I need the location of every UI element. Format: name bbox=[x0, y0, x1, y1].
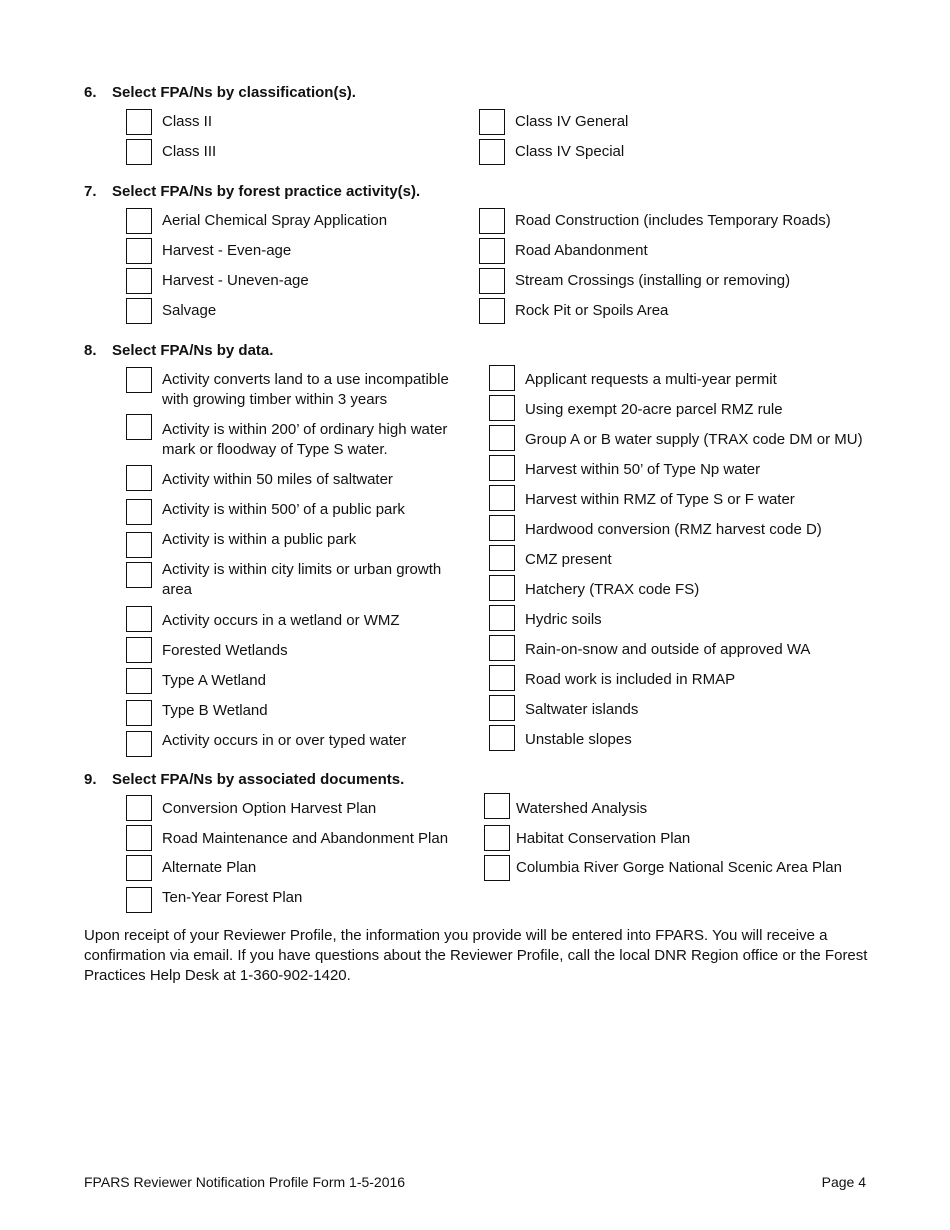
checkbox-rmap[interactable] bbox=[126, 825, 152, 851]
option-label: Road Maintenance and Abandonment Plan bbox=[162, 830, 449, 847]
checkbox-within-50-miles-saltwater[interactable] bbox=[126, 465, 152, 491]
checkbox-harvest-even-age[interactable] bbox=[126, 238, 152, 264]
checkbox-wetland-wmz[interactable] bbox=[126, 606, 152, 632]
checkbox-within-500-public-park[interactable] bbox=[126, 499, 152, 525]
checkbox-within-public-park[interactable] bbox=[126, 532, 152, 558]
option-label: Harvest within RMZ of Type S or F water bbox=[525, 491, 795, 508]
option-label: Forested Wetlands bbox=[162, 642, 288, 659]
option-label: Harvest within 50’ of Type Np water bbox=[525, 461, 761, 478]
closing-paragraph: Upon receipt of your Reviewer Profile, the information you provide will be entered into FPARS. You will receive a confirmation via email. If you have questions about the Reviewer Profile, call the local DNR Region office or the Forest Practices Help Desk at 1-360-902-1420. bbox=[84, 927, 868, 984]
option-label: Activity is within 500’ of a public park bbox=[162, 501, 405, 518]
checkbox-harvest-50-np[interactable] bbox=[489, 455, 515, 481]
checkbox-type-a-wetland[interactable] bbox=[126, 668, 152, 694]
option-label: Road work is included in RMAP bbox=[525, 671, 736, 688]
option-label: Using exempt 20-acre parcel RMZ rule bbox=[525, 401, 783, 418]
checkbox-class-iv-general[interactable] bbox=[479, 109, 505, 135]
option-label: Habitat Conservation Plan bbox=[516, 830, 691, 847]
option-label: Harvest - Uneven-age bbox=[162, 272, 309, 289]
checkbox-habitat-conservation-plan[interactable] bbox=[484, 825, 510, 851]
option-label: Rock Pit or Spoils Area bbox=[515, 302, 669, 319]
option-label: Watershed Analysis bbox=[516, 800, 648, 817]
option-label: Salvage bbox=[162, 302, 217, 319]
option-label: Road Construction (includes Temporary Roads) bbox=[515, 212, 831, 229]
option-label: Columbia River Gorge National Scenic Area Plan bbox=[516, 859, 842, 876]
checkbox-cmz-present[interactable] bbox=[489, 545, 515, 571]
section-title-text: Select FPA/Ns by classification(s). bbox=[112, 84, 356, 101]
option-label: Class II bbox=[162, 113, 213, 130]
section-number: 9. bbox=[84, 771, 97, 788]
checkbox-class-iv-special[interactable] bbox=[479, 139, 505, 165]
option-label: Aerial Chemical Spray Application bbox=[162, 212, 388, 229]
checkbox-alternate-plan[interactable] bbox=[126, 855, 152, 881]
section-6-title bbox=[84, 84, 356, 102]
option-label: Class III bbox=[162, 143, 217, 160]
checkbox-road-abandonment[interactable] bbox=[479, 238, 505, 264]
checkbox-rain-on-snow[interactable] bbox=[489, 635, 515, 661]
option-label: Activity occurs in a wetland or WMZ bbox=[162, 612, 400, 629]
option-label: Activity within 50 miles of saltwater bbox=[162, 471, 393, 488]
option-label: CMZ present bbox=[525, 551, 612, 568]
checkbox-road-work-rmap[interactable] bbox=[489, 665, 515, 691]
checkbox-unstable-slopes[interactable] bbox=[489, 725, 515, 751]
checkbox-forested-wetlands[interactable] bbox=[126, 637, 152, 663]
checkbox-stream-crossings[interactable] bbox=[479, 268, 505, 294]
checkbox-rock-pit[interactable] bbox=[479, 298, 505, 324]
option-label: Applicant requests a multi-year permit bbox=[525, 371, 777, 388]
option-label: Type A Wetland bbox=[162, 672, 266, 689]
option-label: Harvest - Even-age bbox=[162, 242, 292, 259]
checkbox-over-typed-water[interactable] bbox=[126, 731, 152, 757]
footer-form-name: FPARS Reviewer Notification Profile Form 1-5-2016 bbox=[84, 1174, 406, 1190]
option-label: Activity converts land to a use incompatible with growing timber within 3 years bbox=[162, 371, 449, 408]
option-label: Road Abandonment bbox=[515, 242, 648, 259]
checkbox-exempt-20-acre[interactable] bbox=[489, 395, 515, 421]
checkbox-within-200-high-water[interactable] bbox=[126, 414, 152, 440]
checkbox-hatchery[interactable] bbox=[489, 575, 515, 601]
section-7-title bbox=[84, 183, 420, 201]
option-label: Activity is within 200’ of ordinary high water mark or floodway of Type S water. bbox=[162, 421, 448, 458]
checkbox-city-limits-ugA[interactable] bbox=[126, 562, 152, 588]
checkbox-class-iii[interactable] bbox=[126, 139, 152, 165]
checkbox-ten-year-forest-plan[interactable] bbox=[126, 887, 152, 913]
section-8-title bbox=[84, 342, 273, 360]
section-title-text: Select FPA/Ns by forest practice activity(s). bbox=[112, 183, 421, 200]
section-title-text: Select FPA/Ns by data. bbox=[112, 342, 274, 359]
section-9-title bbox=[84, 771, 404, 789]
option-label: Activity is within a public park bbox=[162, 531, 357, 548]
checkbox-class-ii[interactable] bbox=[126, 109, 152, 135]
option-label: Hydric soils bbox=[525, 611, 602, 628]
option-label: Hardwood conversion (RMZ harvest code D) bbox=[525, 521, 822, 538]
option-label: Type B Wetland bbox=[162, 702, 268, 719]
section-title-text: Select FPA/Ns by associated documents. bbox=[112, 771, 405, 788]
section-number: 6. bbox=[84, 84, 97, 101]
checkbox-hydric-soils[interactable] bbox=[489, 605, 515, 631]
checkbox-hardwood-conversion[interactable] bbox=[489, 515, 515, 541]
checkbox-saltwater-islands[interactable] bbox=[489, 695, 515, 721]
option-label: Stream Crossings (installing or removing) bbox=[515, 272, 791, 289]
option-label: Group A or B water supply (TRAX code DM or MU) bbox=[525, 431, 863, 448]
option-label: Hatchery (TRAX code FS) bbox=[525, 581, 700, 598]
checkbox-land-use-conversion[interactable] bbox=[126, 367, 152, 393]
option-label: Conversion Option Harvest Plan bbox=[162, 800, 377, 817]
option-label: Rain-on-snow and outside of approved WA bbox=[525, 641, 811, 658]
checkbox-road-construction[interactable] bbox=[479, 208, 505, 234]
option-label: Class IV General bbox=[515, 113, 629, 130]
checkbox-water-supply[interactable] bbox=[489, 425, 515, 451]
section-number: 8. bbox=[84, 342, 97, 359]
checkbox-aerial-chemical-spray[interactable] bbox=[126, 208, 152, 234]
option-label: Ten-Year Forest Plan bbox=[162, 889, 303, 906]
option-label: Class IV Special bbox=[515, 143, 625, 160]
checkbox-multi-year-permit[interactable] bbox=[489, 365, 515, 391]
option-label: Activity occurs in or over typed water bbox=[162, 732, 407, 749]
section-number: 7. bbox=[84, 183, 97, 200]
checkbox-type-b-wetland[interactable] bbox=[126, 700, 152, 726]
checkbox-conversion-option-harvest-plan[interactable] bbox=[126, 795, 152, 821]
checkbox-watershed-analysis[interactable] bbox=[484, 793, 510, 819]
footer-page-number: Page 4 bbox=[821, 1174, 866, 1190]
checkbox-salvage[interactable] bbox=[126, 298, 152, 324]
option-label: Saltwater islands bbox=[525, 701, 639, 718]
checkbox-harvest-uneven-age[interactable] bbox=[126, 268, 152, 294]
option-label: Alternate Plan bbox=[162, 859, 257, 876]
checkbox-columbia-river-gorge[interactable] bbox=[484, 855, 510, 881]
option-label: Unstable slopes bbox=[525, 731, 632, 748]
checkbox-harvest-rmz-s-f[interactable] bbox=[489, 485, 515, 511]
option-label: Activity is within city limits or urban growth area bbox=[162, 561, 442, 598]
